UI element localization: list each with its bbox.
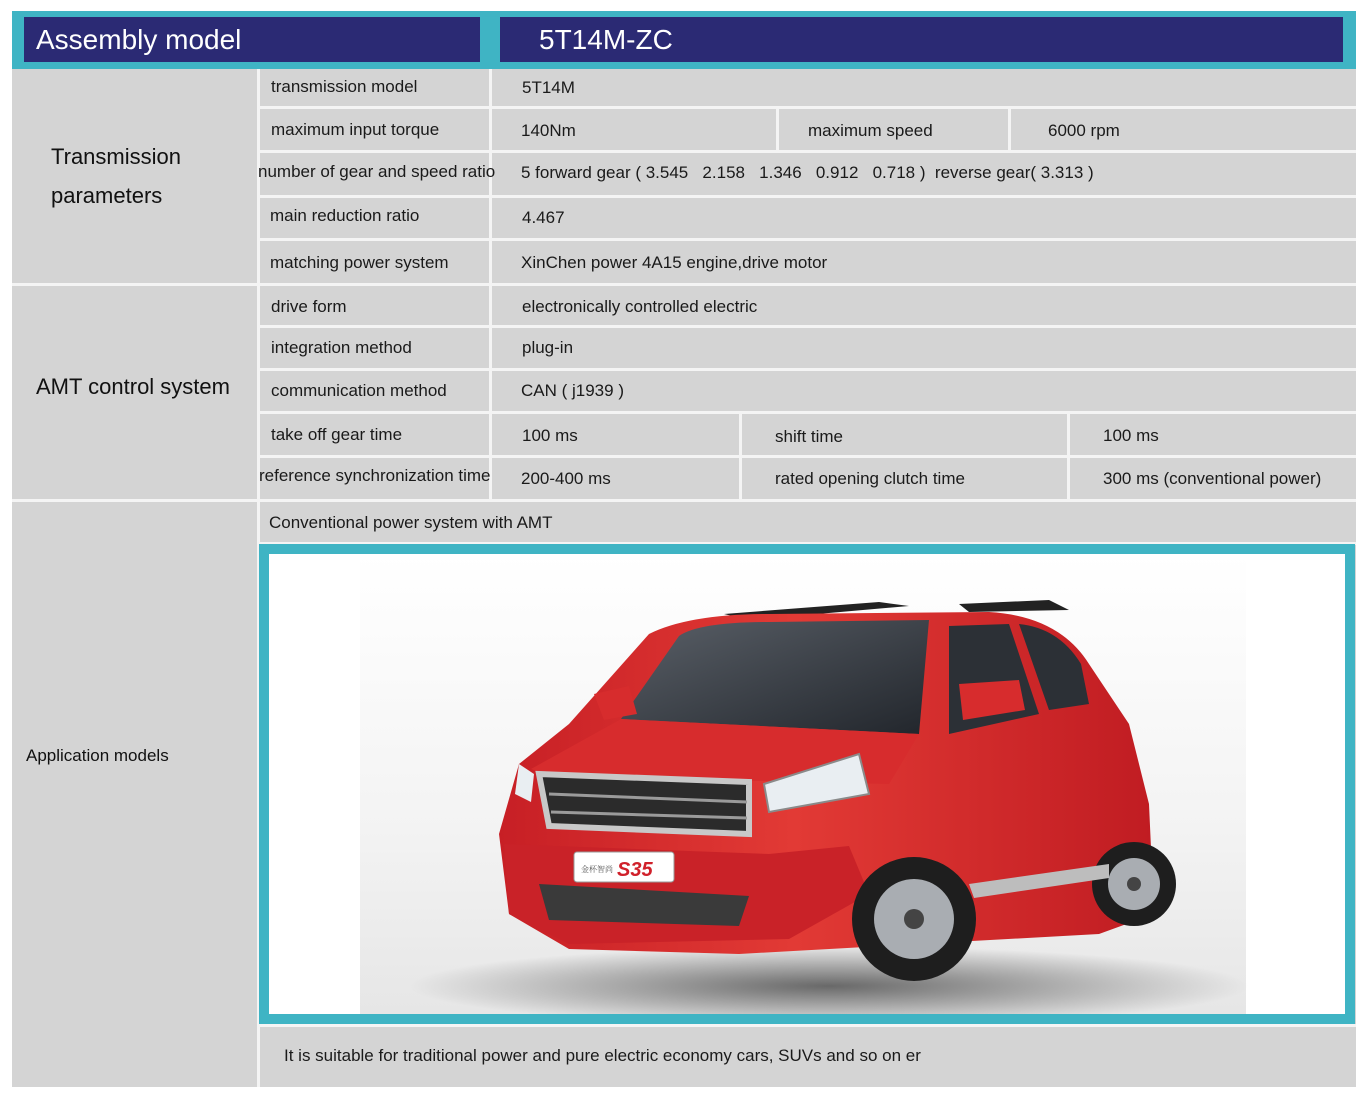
sync-time-value: 200-400 ms (521, 469, 611, 488)
row-separator (259, 238, 1356, 241)
row-separator (259, 411, 1356, 414)
column-divider (1008, 108, 1011, 150)
integration-method-label: integration method (271, 338, 412, 357)
application-models-label: Application models (26, 745, 169, 765)
suv-illustration (269, 554, 1345, 1014)
column-divider (776, 108, 779, 150)
shift-time-value: 100 ms (1103, 426, 1159, 445)
column-divider (739, 413, 742, 499)
application-note: It is suitable for traditional power and pure electric economy cars, SUVs and so on er (284, 1046, 921, 1065)
row-separator (259, 325, 1356, 328)
plate-model-text: S35 (617, 859, 653, 881)
max-input-torque-value: 140Nm (521, 121, 576, 140)
column-divider (1067, 413, 1070, 499)
main-reduction-label: main reduction ratio (270, 206, 420, 225)
section-separator (12, 499, 1356, 502)
model-code-title: 5T14M-ZC (500, 17, 1343, 62)
row-separator (259, 1024, 1356, 1027)
row-separator (259, 150, 1356, 153)
communication-method-value: CAN ( j1939 ) (521, 381, 624, 400)
matching-power-label: matching power system (270, 253, 449, 272)
amt-control-system-label: AMT control system (36, 373, 230, 399)
car-image (269, 554, 1345, 1014)
clutch-time-value: 300 ms (conventional power) (1103, 469, 1322, 488)
max-input-torque-label: maximum input torque (271, 120, 440, 139)
transmission-model-value: 5T14M (522, 78, 575, 97)
take-off-gear-time-value: 100 ms (522, 426, 578, 445)
drive-form-value: electronically controlled electric (522, 297, 758, 316)
max-speed-value: 6000 rpm (1048, 121, 1120, 140)
row-separator (259, 368, 1356, 371)
sync-time-label: reference synchronization time (259, 466, 491, 485)
transmission-label-line1: Transmission (51, 144, 181, 169)
main-reduction-value: 4.467 (522, 208, 565, 227)
plate-brand-text: 金杯智尚 (581, 865, 613, 874)
shift-time-label: shift time (775, 427, 844, 446)
integration-method-value: plug-in (522, 338, 574, 357)
clutch-time-label: rated opening clutch time (775, 469, 965, 488)
row-separator (259, 106, 1356, 109)
row-separator (259, 455, 1356, 458)
transmission-parameters-label (51, 136, 251, 216)
communication-method-label: communication method (271, 381, 447, 400)
max-speed-label: maximum speed (808, 121, 933, 140)
transmission-label-line2: parameters (51, 183, 163, 208)
take-off-gear-time-label: take off gear time (271, 425, 403, 444)
drive-form-label: drive form (271, 297, 347, 316)
section-separator (12, 283, 1356, 286)
gear-ratio-value: 5 forward gear ( 3.545 2.158 1.346 0.912 0.718 ) reverse gear( 3.313 ) (521, 163, 1094, 182)
application-system-text: Conventional power system with AMT (269, 513, 553, 532)
transmission-model-label: transmission model (271, 77, 418, 96)
assembly-model-title: Assembly model (24, 17, 480, 62)
gear-ratio-label: number of gear and speed ratio (258, 162, 496, 181)
matching-power-value: XinChen power 4A15 engine,drive motor (521, 253, 828, 272)
row-separator (259, 195, 1356, 198)
